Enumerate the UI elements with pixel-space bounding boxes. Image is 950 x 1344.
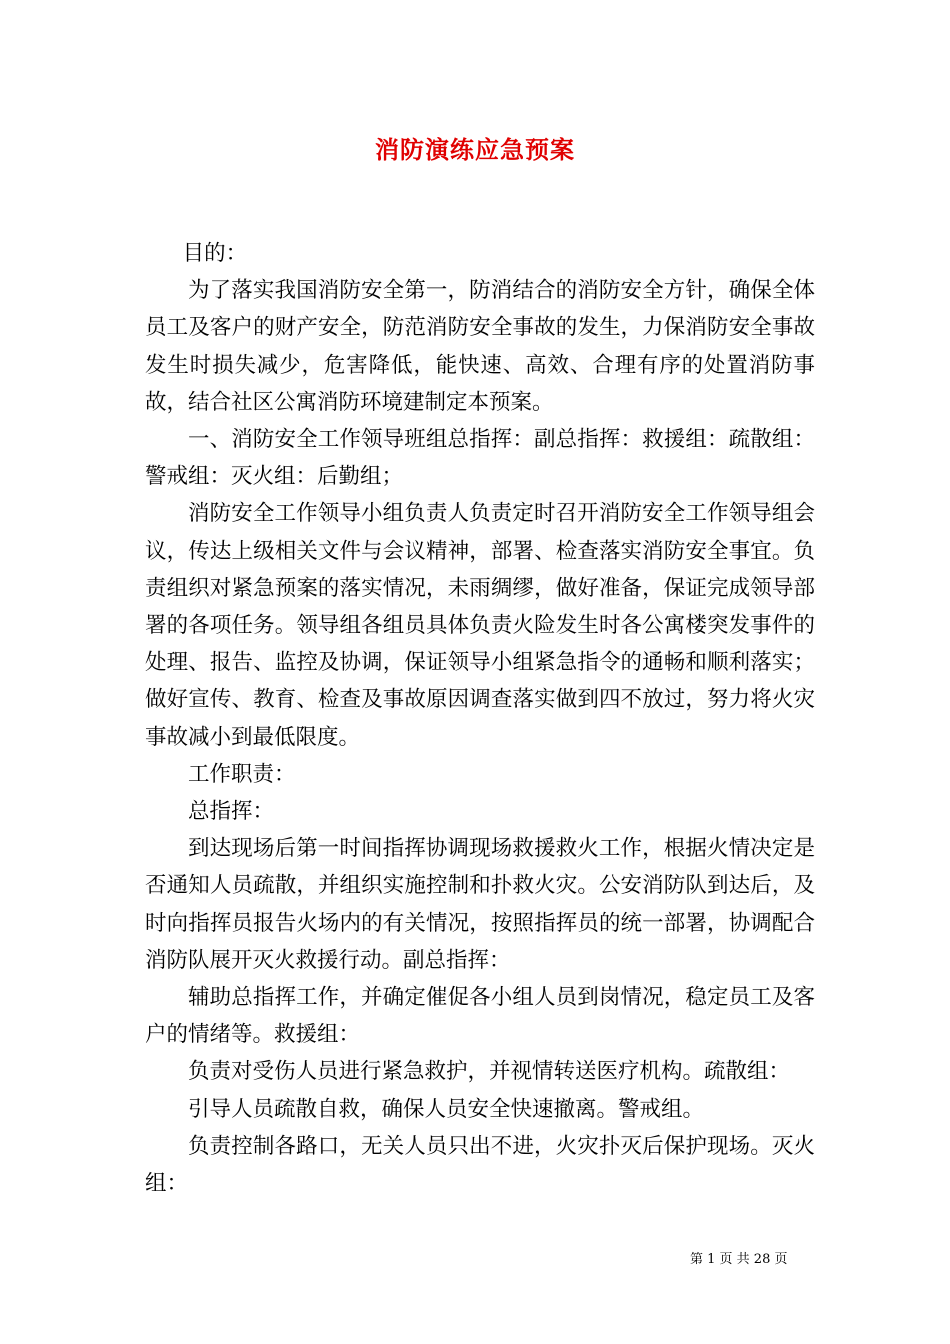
document-title: 消防演练应急预案	[375, 135, 575, 164]
paragraph-leadership-group: 一、消防安全工作领导班组总指挥：副总指挥：救援组：疏散组：警戒组：灭火组：后勤组；	[145, 427, 815, 490]
paragraph-commander-duties: 到达现场后第一时间指挥协调现场救援救火工作，根据火情决定是否通知人员疏散，并组织实施控制和扑救火灾。公安消防队到达后，及时向指挥员报告火场内的有关情况，按照指挥员的统一部署，协调配合消防队展开灭火救援行动。副总指挥：	[145, 836, 815, 973]
paragraph-commander-heading: 总指挥：	[188, 799, 275, 825]
paragraph-purpose: 为了落实我国消防安全第一，防消结合的消防安全方针，确保全体员工及客户的财产安全，防范消防安全事故的发生，力保消防安全事故发生时损失减少，危害降低，能快速、高效、合理有序的处置消防事故，结合社区公寓消防环境建制定本预案。	[145, 278, 815, 415]
paragraph-responsibilities-heading: 工作职责：	[188, 761, 296, 787]
paragraph-evacuation-duties: 引导人员疏散自救，确保人员安全快速撤离。警戒组。	[188, 1096, 705, 1122]
paragraph-guard-duties: 负责控制各路口，无关人员只出不进，火灾扑灭后保护现场。灭火组：	[145, 1133, 815, 1197]
paragraph-rescue-duties: 负责对受伤人员进行紧急救护，并视情转送医疗机构。疏散组：	[188, 1059, 791, 1085]
page-number-footer: 第 1 页 共 28 页	[690, 1252, 788, 1267]
paragraph-leadership-duties: 消防安全工作领导小组负责人负责定时召开消防安全工作领导组会议，传达上级相关文件与会议精神，部署、检查落实消防安全事宜。负责组织对紧急预案的落实情况，未雨绸缪，做好准备，保证完成领导部署的各项任务。领导组各组员具体负责火险发生时各公寓楼突发事件的处理、报告、监控及协调，保证领导小组紧急指令的通畅和顺利落实；做好宣传、教育、检查及事故原因调查落实做到四不放过，努力将火灾事故减小到最低限度。	[145, 501, 815, 750]
document-body	[145, 235, 815, 1202]
paragraph-purpose-heading: 目的：	[182, 241, 248, 266]
paragraph-deputy-duties: 辅助总指挥工作，并确定催促各小组人员到岗情况，稳定员工及客户的情绪等。救援组：	[145, 985, 815, 1048]
